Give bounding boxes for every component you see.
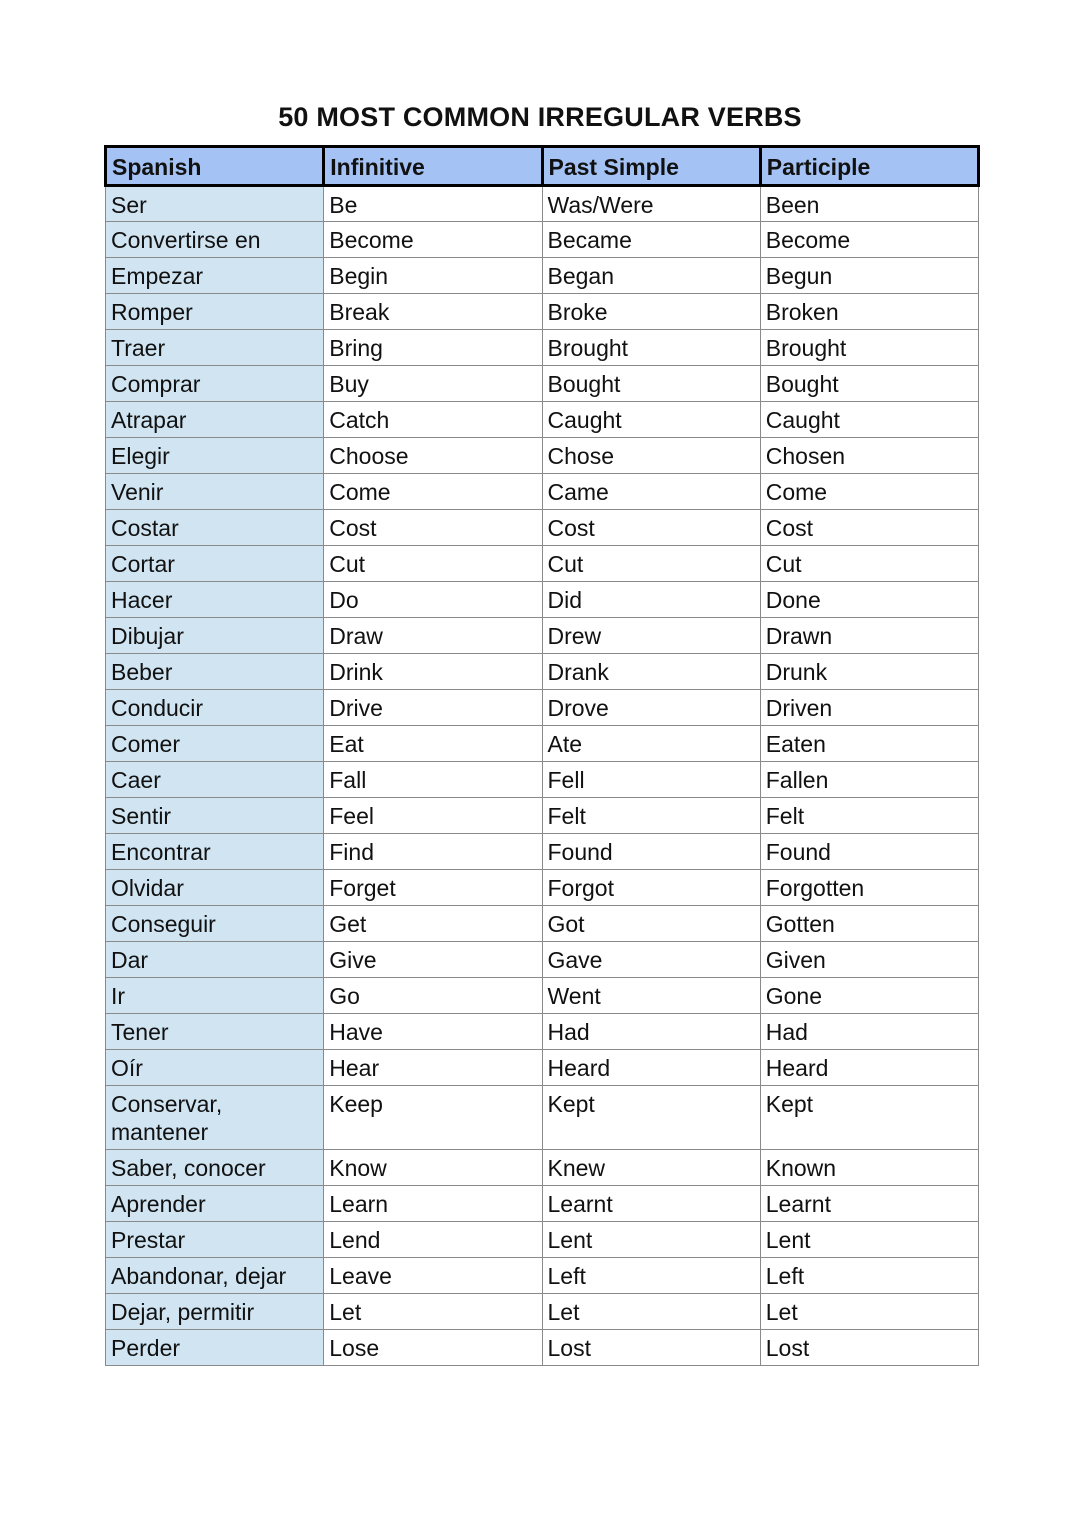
cell-spanish: Cortar — [106, 546, 324, 582]
cell-participle: Kept — [760, 1086, 978, 1150]
cell-infinitive: Leave — [324, 1258, 542, 1294]
cell-participle: Had — [760, 1014, 978, 1050]
cell-spanish: Aprender — [106, 1186, 324, 1222]
cell-infinitive: Cost — [324, 510, 542, 546]
cell-spanish: Traer — [106, 330, 324, 366]
table-row — [106, 402, 979, 438]
cell-spanish: Conducir — [106, 690, 324, 726]
cell-past-simple: Lent — [542, 1222, 760, 1258]
cell-infinitive: Get — [324, 906, 542, 942]
cell-infinitive: Buy — [324, 366, 542, 402]
cell-past-simple: Bought — [542, 366, 760, 402]
table-row — [106, 438, 979, 474]
header-row — [106, 147, 979, 186]
cell-infinitive: Drink — [324, 654, 542, 690]
cell-infinitive: Let — [324, 1294, 542, 1330]
cell-infinitive: Hear — [324, 1050, 542, 1086]
cell-participle: Forgotten — [760, 870, 978, 906]
cell-infinitive: Feel — [324, 798, 542, 834]
cell-participle: Known — [760, 1150, 978, 1186]
cell-infinitive: Know — [324, 1150, 542, 1186]
cell-past-simple: Forgot — [542, 870, 760, 906]
cell-past-simple: Chose — [542, 438, 760, 474]
cell-past-simple: Let — [542, 1294, 760, 1330]
cell-past-simple: Found — [542, 834, 760, 870]
table-body — [106, 186, 979, 1366]
cell-infinitive: Learn — [324, 1186, 542, 1222]
cell-participle: Let — [760, 1294, 978, 1330]
table-row — [106, 1086, 979, 1150]
cell-spanish: Sentir — [106, 798, 324, 834]
cell-participle: Come — [760, 474, 978, 510]
cell-participle: Left — [760, 1258, 978, 1294]
cell-participle: Begun — [760, 258, 978, 294]
cell-infinitive: Drive — [324, 690, 542, 726]
table-header — [106, 147, 979, 186]
cell-participle: Lent — [760, 1222, 978, 1258]
cell-past-simple: Learnt — [542, 1186, 760, 1222]
table-row — [106, 798, 979, 834]
cell-spanish: Beber — [106, 654, 324, 690]
cell-spanish: Convertirse en — [106, 222, 324, 258]
cell-infinitive: Fall — [324, 762, 542, 798]
table-row — [106, 546, 979, 582]
cell-past-simple: Left — [542, 1258, 760, 1294]
cell-past-simple: Heard — [542, 1050, 760, 1086]
table-row — [106, 366, 979, 402]
table-row — [106, 942, 979, 978]
cell-infinitive: Do — [324, 582, 542, 618]
table-row — [106, 618, 979, 654]
cell-infinitive: Break — [324, 294, 542, 330]
cell-past-simple: Cost — [542, 510, 760, 546]
column-header-spanish: Spanish — [106, 147, 324, 186]
cell-participle: Broken — [760, 294, 978, 330]
cell-past-simple: Had — [542, 1014, 760, 1050]
cell-past-simple: Was/Were — [542, 186, 760, 222]
table-row — [106, 762, 979, 798]
cell-infinitive: Be — [324, 186, 542, 222]
cell-infinitive: Forget — [324, 870, 542, 906]
cell-participle: Fallen — [760, 762, 978, 798]
table-row — [106, 510, 979, 546]
table-row — [106, 1222, 979, 1258]
table-row — [106, 1294, 979, 1330]
irregular-verbs-table — [104, 145, 980, 1366]
table-row — [106, 690, 979, 726]
cell-past-simple: Did — [542, 582, 760, 618]
cell-past-simple: Caught — [542, 402, 760, 438]
cell-participle: Drunk — [760, 654, 978, 690]
table-row — [106, 294, 979, 330]
cell-spanish: Empezar — [106, 258, 324, 294]
column-header-infinitive: Infinitive — [324, 147, 542, 186]
cell-infinitive: Keep — [324, 1086, 542, 1150]
cell-spanish: Dibujar — [106, 618, 324, 654]
cell-participle: Lost — [760, 1330, 978, 1366]
cell-spanish: Conseguir — [106, 906, 324, 942]
cell-past-simple: Drew — [542, 618, 760, 654]
cell-infinitive: Come — [324, 474, 542, 510]
cell-infinitive: Bring — [324, 330, 542, 366]
table-row — [106, 330, 979, 366]
table-row — [106, 1186, 979, 1222]
cell-participle: Chosen — [760, 438, 978, 474]
cell-participle: Cut — [760, 546, 978, 582]
table-row — [106, 474, 979, 510]
cell-participle: Been — [760, 186, 978, 222]
column-header-past-simple: Past Simple — [542, 147, 760, 186]
cell-spanish: Dar — [106, 942, 324, 978]
cell-spanish: Conservar, mantener — [106, 1086, 324, 1150]
cell-participle: Become — [760, 222, 978, 258]
cell-spanish: Perder — [106, 1330, 324, 1366]
cell-participle: Driven — [760, 690, 978, 726]
cell-infinitive: Have — [324, 1014, 542, 1050]
cell-spanish: Comprar — [106, 366, 324, 402]
table-row — [106, 654, 979, 690]
cell-spanish: Oír — [106, 1050, 324, 1086]
cell-past-simple: Came — [542, 474, 760, 510]
cell-spanish: Abandonar, dejar — [106, 1258, 324, 1294]
cell-past-simple: Gave — [542, 942, 760, 978]
cell-spanish: Costar — [106, 510, 324, 546]
cell-past-simple: Fell — [542, 762, 760, 798]
cell-infinitive: Draw — [324, 618, 542, 654]
cell-past-simple: Knew — [542, 1150, 760, 1186]
page-title: 50 MOST COMMON IRREGULAR VERBS — [278, 102, 802, 132]
cell-past-simple: Began — [542, 258, 760, 294]
cell-spanish: Caer — [106, 762, 324, 798]
cell-spanish: Dejar, permitir — [106, 1294, 324, 1330]
cell-infinitive: Catch — [324, 402, 542, 438]
cell-spanish: Encontrar — [106, 834, 324, 870]
table-row — [106, 186, 979, 222]
table-row — [106, 1258, 979, 1294]
cell-participle: Drawn — [760, 618, 978, 654]
cell-past-simple: Ate — [542, 726, 760, 762]
cell-participle: Eaten — [760, 726, 978, 762]
cell-participle: Felt — [760, 798, 978, 834]
cell-spanish: Atrapar — [106, 402, 324, 438]
table-row — [106, 870, 979, 906]
cell-infinitive: Lose — [324, 1330, 542, 1366]
cell-participle: Found — [760, 834, 978, 870]
cell-spanish: Saber, conocer — [106, 1150, 324, 1186]
cell-participle: Given — [760, 942, 978, 978]
table-row — [106, 1014, 979, 1050]
cell-spanish: Elegir — [106, 438, 324, 474]
cell-spanish: Prestar — [106, 1222, 324, 1258]
cell-past-simple: Broke — [542, 294, 760, 330]
cell-past-simple: Felt — [542, 798, 760, 834]
cell-past-simple: Brought — [542, 330, 760, 366]
cell-past-simple: Cut — [542, 546, 760, 582]
cell-participle: Cost — [760, 510, 978, 546]
cell-participle: Learnt — [760, 1186, 978, 1222]
table-row — [106, 1330, 979, 1366]
cell-participle: Caught — [760, 402, 978, 438]
cell-participle: Gone — [760, 978, 978, 1014]
cell-infinitive: Find — [324, 834, 542, 870]
cell-past-simple: Lost — [542, 1330, 760, 1366]
column-header-participle: Participle — [760, 147, 978, 186]
table-row — [106, 906, 979, 942]
cell-infinitive: Eat — [324, 726, 542, 762]
cell-spanish: Ser — [106, 186, 324, 222]
table-row — [106, 1150, 979, 1186]
cell-spanish: Olvidar — [106, 870, 324, 906]
table-row — [106, 582, 979, 618]
table-row — [106, 258, 979, 294]
cell-infinitive: Give — [324, 942, 542, 978]
cell-infinitive: Choose — [324, 438, 542, 474]
cell-past-simple: Became — [542, 222, 760, 258]
cell-spanish: Tener — [106, 1014, 324, 1050]
cell-participle: Gotten — [760, 906, 978, 942]
cell-past-simple: Got — [542, 906, 760, 942]
cell-participle: Done — [760, 582, 978, 618]
table-row — [106, 726, 979, 762]
cell-past-simple: Drove — [542, 690, 760, 726]
cell-participle: Heard — [760, 1050, 978, 1086]
cell-infinitive: Cut — [324, 546, 542, 582]
table-row — [106, 1050, 979, 1086]
cell-past-simple: Kept — [542, 1086, 760, 1150]
cell-infinitive: Lend — [324, 1222, 542, 1258]
cell-spanish: Ir — [106, 978, 324, 1014]
cell-spanish: Romper — [106, 294, 324, 330]
table-row — [106, 834, 979, 870]
table-row — [106, 222, 979, 258]
cell-infinitive: Go — [324, 978, 542, 1014]
cell-infinitive: Begin — [324, 258, 542, 294]
cell-spanish: Comer — [106, 726, 324, 762]
cell-participle: Bought — [760, 366, 978, 402]
cell-spanish: Hacer — [106, 582, 324, 618]
cell-past-simple: Drank — [542, 654, 760, 690]
cell-past-simple: Went — [542, 978, 760, 1014]
table-row — [106, 978, 979, 1014]
cell-participle: Brought — [760, 330, 978, 366]
cell-spanish: Venir — [106, 474, 324, 510]
cell-infinitive: Become — [324, 222, 542, 258]
